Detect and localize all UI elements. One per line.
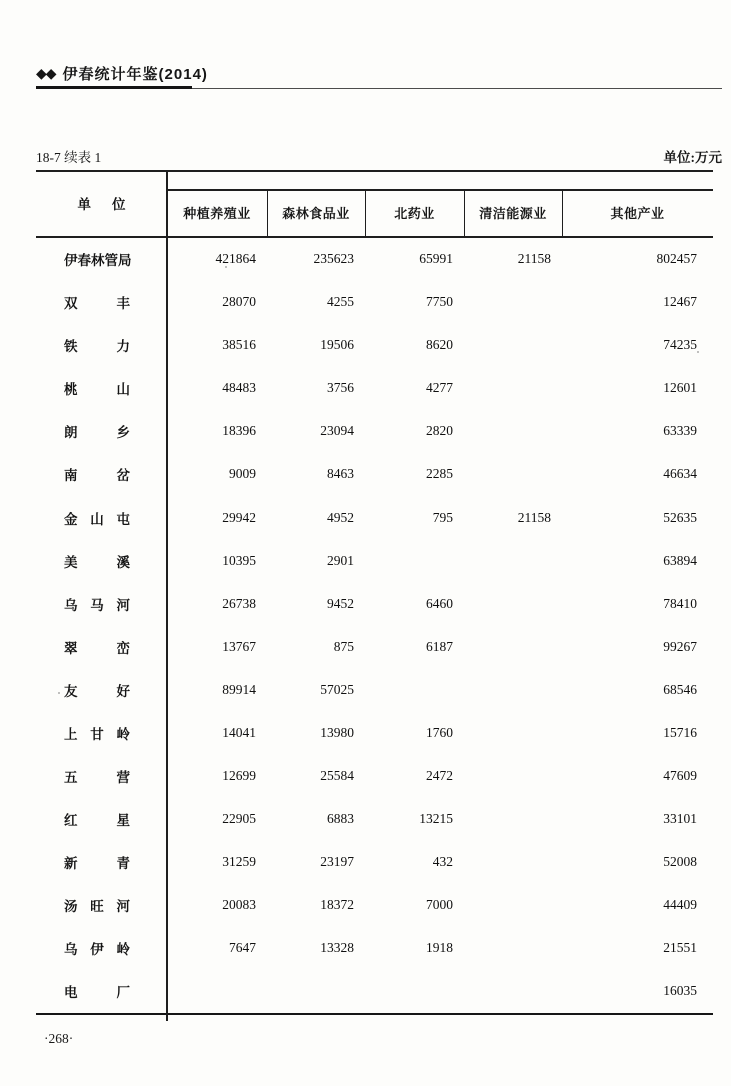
- scan-speck: [225, 266, 227, 268]
- value-cell: 7750: [426, 294, 453, 310]
- row-label-cell: [36, 895, 167, 915]
- table-row: [36, 711, 713, 754]
- row-label: 朗 乡: [64, 425, 130, 441]
- value-cell: 10395: [222, 552, 256, 568]
- row-label-cell: [36, 852, 167, 872]
- row-label: 美 溪: [64, 554, 130, 570]
- value-cell: 1760: [426, 724, 453, 740]
- table-row: [36, 281, 713, 324]
- value-cell: 89914: [222, 681, 256, 697]
- value-cell: 23197: [320, 854, 354, 870]
- value-cell: 13980: [320, 724, 354, 740]
- value-cell: 421864: [215, 251, 256, 267]
- row-label-cell: [36, 335, 167, 355]
- table-row: [36, 841, 713, 884]
- value-cell: 20083: [222, 897, 256, 913]
- table-row: [36, 668, 713, 711]
- row-label-cell: [36, 378, 167, 398]
- value-cell: 21158: [517, 251, 551, 267]
- table-row: [36, 884, 713, 927]
- value-cell: 19506: [320, 337, 354, 353]
- row-label: 红 星: [64, 813, 130, 829]
- unit-note: 单位:万元: [663, 150, 722, 165]
- value-cell: 14041: [222, 724, 256, 740]
- row-label-cell: [36, 551, 167, 571]
- value-cell: 26738: [222, 595, 256, 611]
- table-row: [36, 539, 713, 582]
- row-label: 桃 山: [64, 382, 130, 398]
- statistics-table: [36, 170, 713, 1015]
- value-cell: 13328: [320, 940, 354, 956]
- value-cell: 875: [333, 638, 354, 654]
- value-cell: 74235: [663, 337, 697, 353]
- row-label-cell: [36, 508, 167, 528]
- table-body: [36, 238, 713, 1014]
- row-label: 新 青: [64, 856, 130, 872]
- row-label-cell: [36, 594, 167, 614]
- value-cell: 6883: [327, 811, 354, 827]
- value-cell: 21158: [517, 509, 551, 525]
- value-cell: 63339: [663, 423, 697, 439]
- row-label-cell: [36, 464, 167, 484]
- value-cell: 25584: [320, 767, 354, 783]
- value-cell: 802457: [656, 251, 697, 267]
- row-label: 电 厂: [64, 985, 130, 1001]
- row-label: 双 丰: [64, 296, 130, 312]
- value-cell: 7647: [229, 940, 256, 956]
- value-cell: 1918: [426, 940, 453, 956]
- table-row: [36, 410, 713, 453]
- value-cell: 2901: [327, 552, 354, 568]
- value-cell: 7000: [426, 897, 453, 913]
- row-label: 友 好: [64, 683, 130, 699]
- value-cell: 33101: [663, 811, 697, 827]
- value-cell: 28070: [222, 294, 256, 310]
- yearbook-header: [36, 62, 722, 84]
- header-rule-accent: [36, 86, 192, 89]
- row-label-cell: [36, 249, 167, 269]
- row-label: 翠 峦: [64, 640, 130, 656]
- table-row: [36, 582, 713, 625]
- value-cell: 16035: [663, 983, 697, 999]
- row-label: 乌 马 河: [64, 597, 130, 613]
- value-cell: 6460: [426, 595, 453, 611]
- table-bottom-border: [36, 1013, 713, 1015]
- page-number: ·268·: [44, 1031, 74, 1046]
- value-cell: 99267: [663, 638, 697, 654]
- value-cell: 23094: [320, 423, 354, 439]
- table-continuation-label: 18-7 续表 1: [36, 150, 102, 165]
- value-cell: 52635: [663, 509, 697, 525]
- value-cell: 29942: [222, 509, 256, 525]
- row-label-cell: [36, 809, 167, 829]
- table-row: [36, 367, 713, 410]
- value-cell: 44409: [663, 897, 697, 913]
- value-cell: 4952: [327, 509, 354, 525]
- scan-speck: [697, 351, 699, 353]
- value-cell: 65991: [419, 251, 453, 267]
- row-label-cell: [36, 637, 167, 657]
- corner-header-cell: [36, 170, 167, 236]
- value-cell: 47609: [663, 767, 697, 783]
- table-row: [36, 625, 713, 668]
- table-row: [36, 798, 713, 841]
- table-row: [36, 927, 713, 970]
- value-cell: 2820: [426, 423, 453, 439]
- value-cell: 4255: [327, 294, 354, 310]
- table-row: [36, 324, 713, 367]
- value-cell: 12467: [663, 294, 697, 310]
- value-cell: 13215: [419, 811, 453, 827]
- value-cell: 57025: [320, 681, 354, 697]
- column-header-cleanenergy: 清洁能源业: [479, 206, 547, 221]
- value-cell: 432: [432, 854, 453, 870]
- value-cell: 6187: [426, 638, 453, 654]
- column-header-forestfood: 森林食品业: [282, 206, 350, 221]
- table-row: [36, 453, 713, 496]
- value-cell: 21551: [663, 940, 697, 956]
- value-cell: 4277: [426, 380, 453, 396]
- row-label-cell: [36, 723, 167, 743]
- value-cell: 48483: [222, 380, 256, 396]
- value-cell: 12601: [663, 380, 697, 396]
- value-cell: 18396: [222, 423, 256, 439]
- value-cell: 3756: [327, 380, 354, 396]
- row-label-cell: [36, 680, 167, 700]
- scan-speck: [58, 692, 60, 694]
- value-cell: 12699: [222, 767, 256, 783]
- value-cell: 235623: [313, 251, 354, 267]
- value-cell: 18372: [320, 897, 354, 913]
- corner-header-label: 单 位: [77, 197, 126, 212]
- row-label-cell: [36, 292, 167, 312]
- value-cell: 68546: [663, 681, 697, 697]
- value-cell: 15716: [663, 724, 697, 740]
- row-label-cell: [36, 938, 167, 958]
- value-cell: 63894: [663, 552, 697, 568]
- row-label: 南 岔: [64, 468, 130, 484]
- row-label-cell: [36, 981, 167, 1001]
- row-label: 乌 伊 岭: [64, 942, 130, 958]
- value-cell: 38516: [222, 337, 256, 353]
- value-cell: 2472: [426, 767, 453, 783]
- row-label-cell: [36, 421, 167, 441]
- row-label: 金 山 屯: [64, 511, 130, 527]
- row-label: 铁 力: [64, 339, 130, 355]
- column-header-other: 其他产业: [610, 206, 665, 221]
- row-label: 伊 春 林 管 局: [64, 253, 132, 269]
- table-row: [36, 970, 713, 1013]
- table-row: [36, 238, 713, 281]
- value-cell: 78410: [663, 595, 697, 611]
- table-row: [36, 754, 713, 797]
- value-cell: 31259: [222, 854, 256, 870]
- row-label: 五 营: [64, 769, 130, 785]
- value-cell: 52008: [663, 854, 697, 870]
- diamond-marks-icon: ◆◆: [36, 64, 56, 81]
- row-label-cell: [36, 766, 167, 786]
- value-cell: 8463: [327, 466, 354, 482]
- value-cell: 8620: [426, 337, 453, 353]
- value-cell: 22905: [222, 811, 256, 827]
- value-cell: 13767: [222, 638, 256, 654]
- column-header-medicine: 北药业: [394, 206, 435, 221]
- table-row: [36, 496, 713, 539]
- column-header-row: [167, 189, 713, 236]
- row-label: 上 甘 岭: [64, 726, 130, 742]
- row-label: 汤 旺 河: [64, 899, 130, 915]
- yearbook-title: 伊春统计年鉴(2014): [62, 65, 208, 83]
- value-cell: 2285: [426, 466, 453, 482]
- value-cell: 9009: [229, 466, 256, 482]
- value-cell: 795: [432, 509, 453, 525]
- value-cell: 46634: [663, 466, 697, 482]
- column-header-planting: 种植养殖业: [183, 206, 251, 221]
- value-cell: 9452: [327, 595, 354, 611]
